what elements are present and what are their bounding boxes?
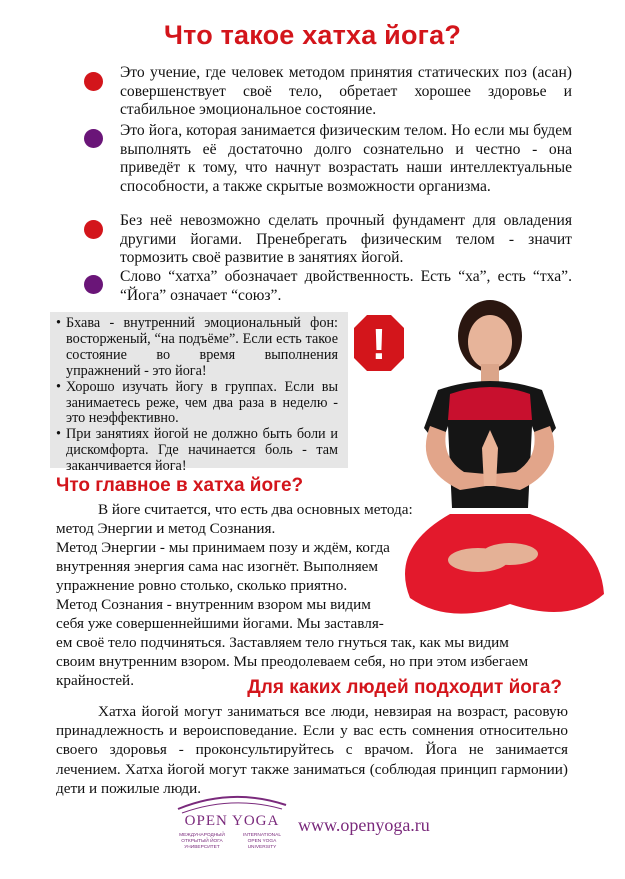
svg-text:INTERNATIONAL: INTERNATIONAL — [242, 833, 282, 838]
warning-mark: ! — [371, 320, 387, 369]
bullet-text: Слово “хатха” обозначает двойственность. Есть “ха”, есть “тха”. “Йога” означает “союз”. — [120, 268, 572, 304]
bullet-text: Это учение, где человек методом принятия статических поз (асан) совершенствует своё тело, обретает хорошее здоровье и стабильное эмоциональное состояние. — [120, 64, 572, 119]
website-link[interactable]: www.openyoga.ru — [298, 815, 430, 835]
section-heading: Для каких людей подходит йога? — [247, 677, 562, 698]
tip-item: • Хорошо изучать йогу в группах. Если вы занимаетесь реже, чем два раза в неделю - это неэффективно. — [56, 380, 338, 428]
bullet-item — [84, 122, 574, 212]
section2-line: Метод Сознания - внутренним взором мы видим — [56, 596, 371, 613]
svg-text:OPEN YOGA: OPEN YOGA — [184, 813, 280, 829]
section2-line: ем своё тело подчиняться. Заставляем тело гнуться так, как мы видим — [56, 634, 509, 651]
section2-line: упражнение ровно столько, сколько приятно. — [56, 577, 348, 594]
red-dot-icon — [84, 72, 103, 91]
svg-text:UNIVERSITY: UNIVERSITY — [247, 845, 277, 850]
tip-item: • Бхава - внутренний эмоциональный фон: восторженый, “на подъёме”. Если есть такое состояние во время выполнения упражнений - это йога! — [56, 316, 338, 380]
bullet-item — [84, 212, 574, 268]
section2-line: себя уже совершеннейшими йогами. Мы заставля- — [56, 615, 384, 632]
purple-dot-icon — [84, 129, 103, 148]
purple-dot-icon — [84, 275, 103, 294]
svg-text:ОТКРЫТЫЙ ЙОГА: ОТКРЫТЫЙ ЙОГА — [181, 839, 223, 844]
page-title: Что такое хатха йога? — [163, 20, 462, 50]
section3-text: Хатха йогой могут заниматься все люди, невзирая на возраст, расовую принадлежность и вероисповедание. Если у вас есть сомнения относительно своего здоровья - проконсультируйтесь с врачом. Йога не занимается лечением. Хатха йогой могут также заниматься (соблюдая принцип гармонии) дети и пожилые люди. — [56, 703, 568, 797]
section2-line: крайностей. — [56, 672, 134, 689]
bullet-text: Без неё невозможно сделать прочный фундамент для овладения другими йогами. Пренебрегать физическим телом - значит тормозить своё развитие в занятиях йогой. — [120, 212, 572, 267]
svg-text:УНИВЕРСИТЕТ: УНИВЕРСИТЕТ — [184, 845, 220, 850]
section2-line: Метод Энергии - мы принимаем позу и ждём, когда — [56, 539, 390, 556]
section2-line: В йоге считается, что есть два основных метода: — [98, 501, 413, 518]
tips-list — [56, 316, 338, 475]
section2-line: внутренняя энергия сама нас изогнёт. Выполняем — [56, 558, 379, 575]
section-heading: Что главное в хатха йоге? — [56, 475, 304, 496]
section2-line: метод Энергии и метод Сознания. — [56, 520, 276, 537]
section2-line: своим внутренним взором. Мы преодолеваем себя, но при этом избегаем — [56, 653, 529, 670]
bullet-text: Это йога, которая занимается физическим телом. Но если мы будем выполнять её достаточно долго сознательно и честно - она приведёт к тому, что начнут возрастать наши интеллектуальные способности, а также скрытые возможности организма. — [120, 122, 572, 195]
tips-box — [50, 312, 348, 475]
yoga-person-photo — [390, 298, 625, 628]
svg-text:OPEN YOGA: OPEN YOGA — [247, 839, 277, 844]
svg-text:МЕЖДУНАРОДНЫЙ: МЕЖДУНАРОДНЫЙ — [179, 833, 225, 838]
open-yoga-logo — [172, 793, 292, 853]
bullet-item — [84, 64, 574, 119]
red-dot-icon — [84, 220, 103, 239]
tip-item: • При занятиях йогой не должно быть боли и дискомфорта. Где начинается боль - там заканчивается йога! — [56, 427, 338, 475]
